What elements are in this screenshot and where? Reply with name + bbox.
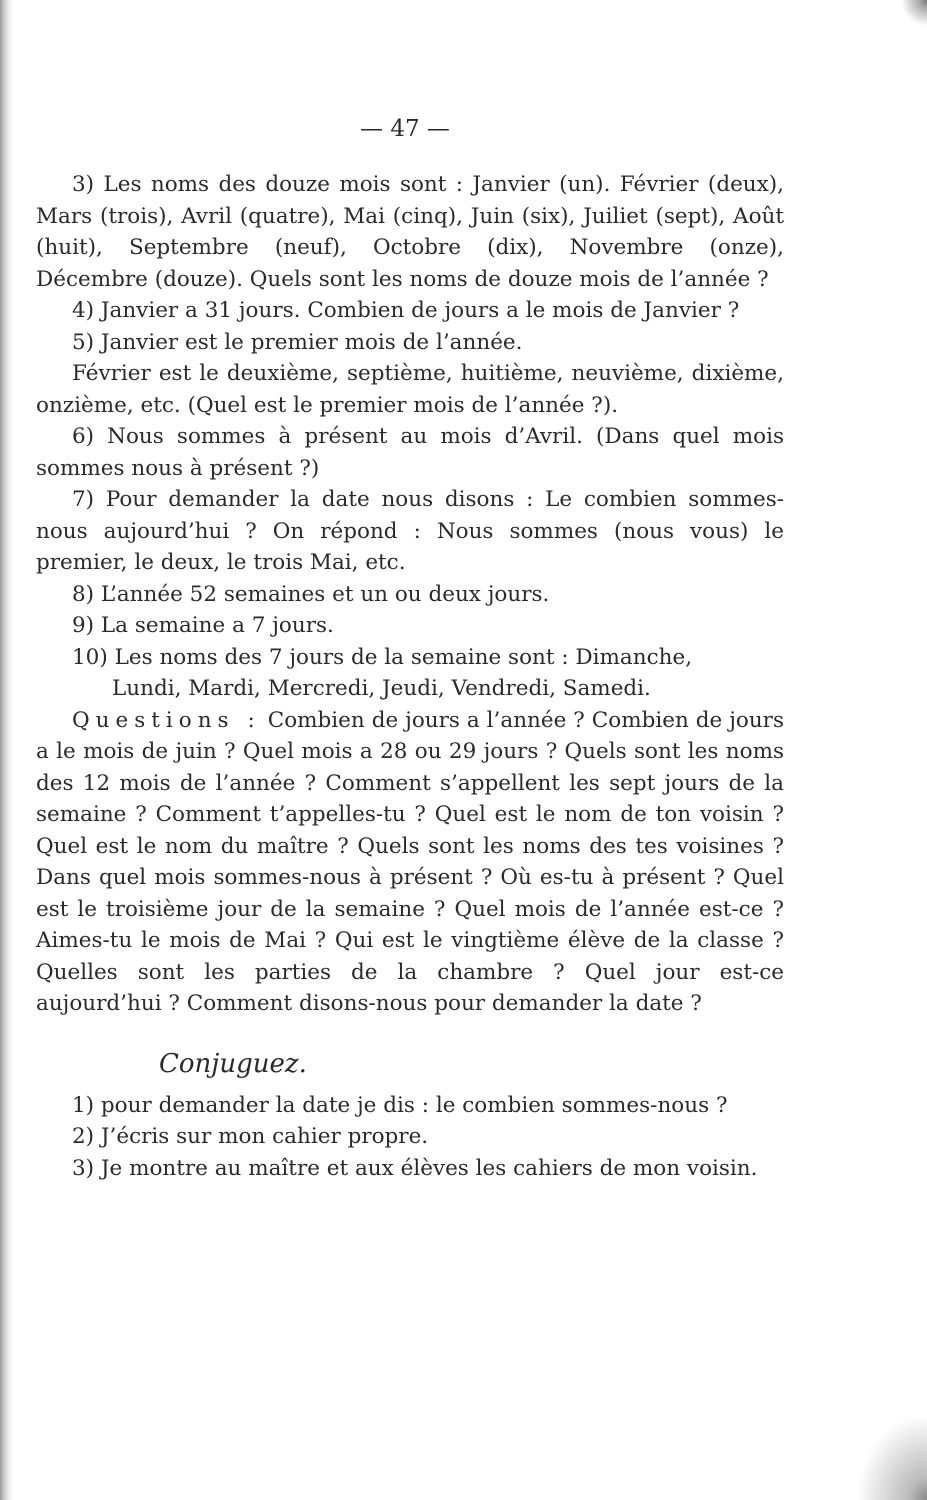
item-7-date: 7) Pour demander la date nous disons : Le combien sommes-nous aujourd’hui ? On répond : Nous sommes (nous vous) le premier, le deux, le trois Mai, etc. (36, 487, 784, 575)
item-10-day-names: 10) Les noms des 7 jours de la semaine sont : Dimanche, (72, 644, 693, 670)
conjuguez-item-1: 1) pour demander la date je dis : le combien sommes-nous ? (72, 1092, 728, 1118)
item-6-april: 6) Nous sommes à présent au mois d’Avril. (Dans quel mois sommes nous à présent ?) (36, 424, 784, 481)
questions-paragraph (36, 705, 784, 1020)
item-9-days: 9) La semaine a 7 jours. (72, 613, 334, 638)
item-5-first-month: 5) Janvier est le premier mois de l’année. (72, 329, 523, 355)
top-right-corner-smudge (897, 0, 927, 30)
page-number: — 47 — (360, 116, 450, 142)
conjuguez-heading: Conjuguez. (159, 1048, 307, 1079)
bottom-right-corner-smudge (837, 1390, 927, 1500)
page-left-edge-shadow (0, 0, 14, 1500)
item-4-january: 4) Janvier a 31 jours. Combien de jours a le mois de Janvier ? (72, 298, 740, 323)
questions-text: Combien de jours a l’année ? Combien de jours a le mois de juin ? Quel mois a 28 ou 29 jours ? Quels sont les noms des 12 mois de l’année ? Comment s’appellent les sept jours de la semaine ? Comment t’appelles-tu ? Quel est le nom de ton voisin ? Quel est le nom du maître ? Quels sont les noms des tes voisines ? Dans quel mois sommes-nous à présent ? Où es-tu à présent ? Quel est le troisième jour de la semaine ? Quel mois de l’année est-ce ? Aimes-tu le mois de Mai ? Qui est le vingtième élève de la classe ? Quelles sont les parties de la chambre ? Quel jour est-ce aujourd’hui ? Comment disons-nous pour demander la date ? (36, 707, 784, 1016)
item-5-ordinals: Février est le deuxième, septième, huitième, neuvième, dixième, onzième, etc. (Quel est le premier mois de l’année ?). (36, 361, 784, 418)
questions-label: Questions : (72, 707, 261, 733)
conjuguez-item-2: 2) J’écris sur mon cahier propre. (72, 1124, 429, 1149)
item-3-months: 3) Les noms des douze mois sont : Janvier (un). Février (deux), Mars (trois), Avril (quatre), Mai (cinq), Juin (six), Juiliet (sept), Août (huit), Septembre (neuf), Octobre (dix), Novembre (onze), Décembre (douze). Quels sont les noms de douze mois de l’année ? (36, 172, 784, 292)
item-8-weeks: 8) L’année 52 semaines et un ou deux jours. (72, 581, 550, 607)
item-10-day-names-continuation: Lundi, Mardi, Mercredi, Jeudi, Vendredi, Samedi. (112, 676, 651, 701)
page-body (36, 169, 784, 1184)
conjuguez-item-3: 3) Je montre au maître et aux élèves les cahiers de mon voisin. (72, 1155, 758, 1181)
